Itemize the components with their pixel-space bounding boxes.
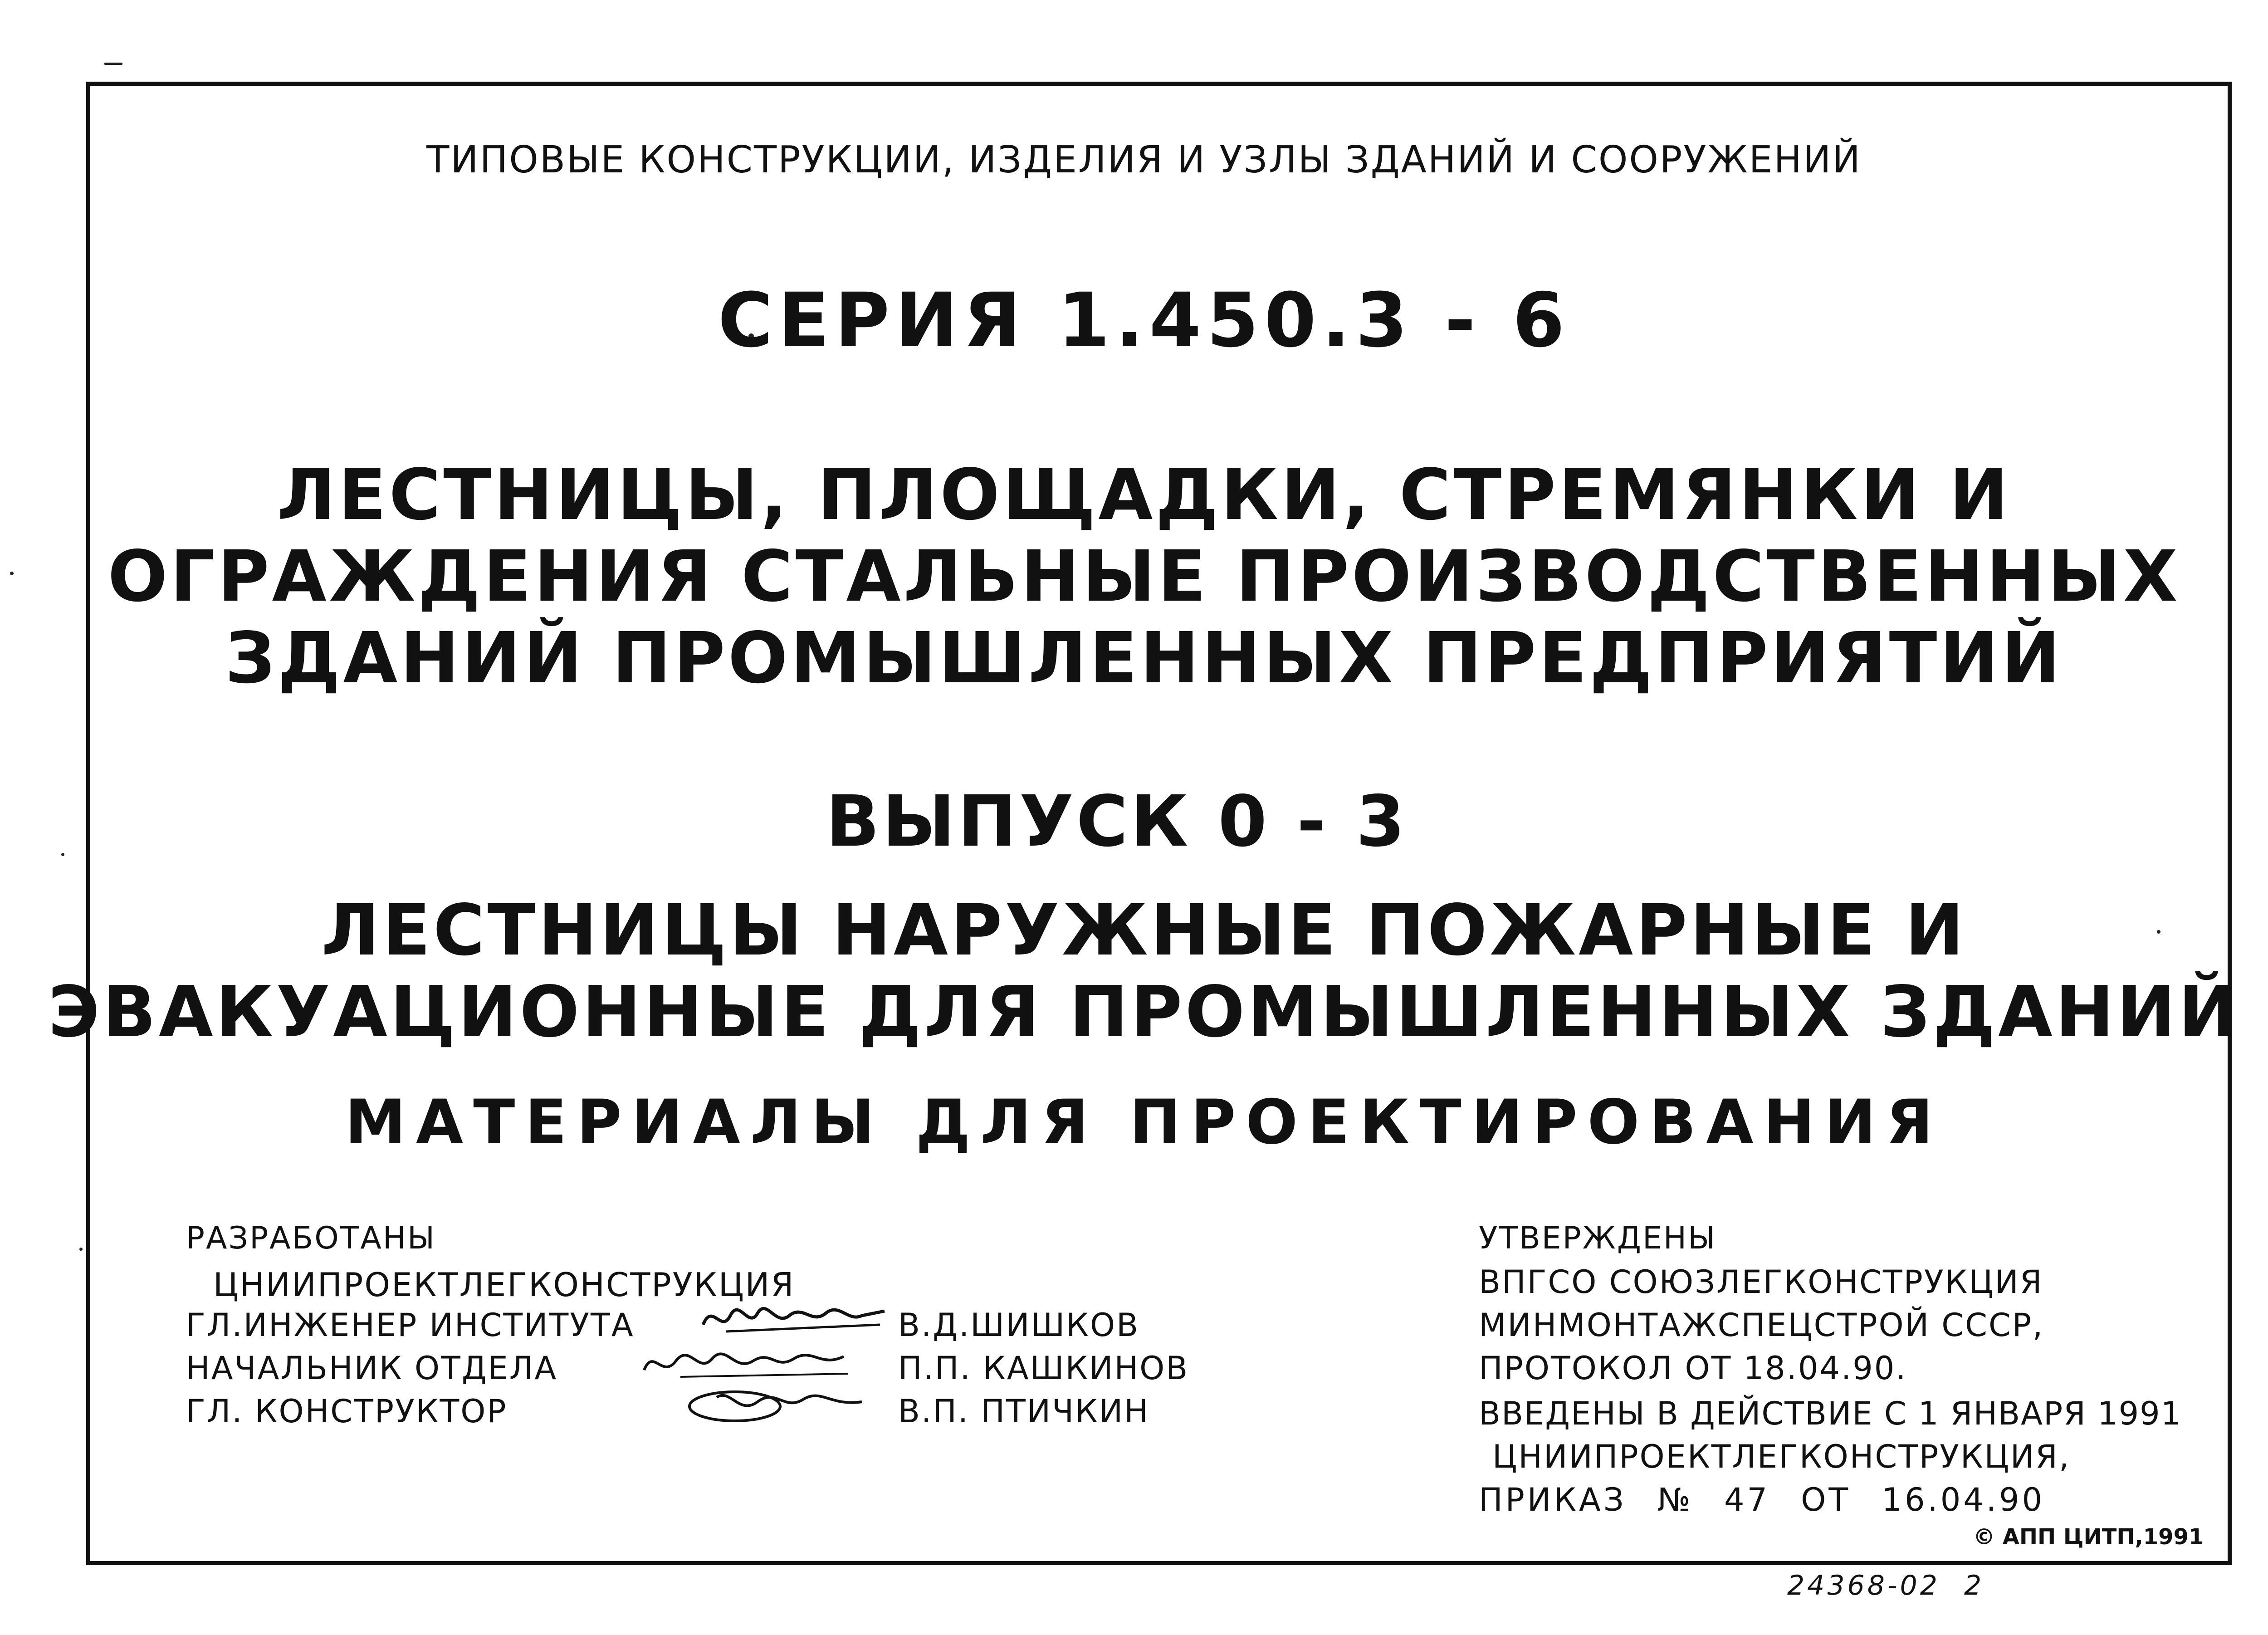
category-heading: ТИПОВЫЕ КОНСТРУКЦИИ, ИЗДЕЛИЯ И УЗЛЫ ЗДАНИЙ И СООРУЖЕНИЙ xyxy=(426,138,1862,181)
signature-ptichkin xyxy=(680,1379,871,1429)
approved-line-6: ПРИКАЗ № 47 ОТ 16.04.90 xyxy=(1479,1481,2045,1518)
approved-heading: УТВЕРЖДЕНЫ xyxy=(1479,1220,1717,1256)
approved-line-3: ПРОТОКОЛ ОТ 18.04.90. xyxy=(1479,1350,1907,1387)
document-subtitle: МАТЕРИАЛЫ ДЛЯ ПРОЕКТИРОВАНИЯ xyxy=(345,1087,1943,1158)
name-chief-designer: В.П. ПТИЧКИН xyxy=(898,1393,1149,1430)
issue-label: ВЫПУСК 0 - 3 xyxy=(826,780,1408,862)
issue-title-line-1: ЛЕСТНИЦЫ НАРУЖНЫЕ ПОЖАРНЫЕ И xyxy=(321,889,1967,971)
main-title-line-3: ЗДАНИЙ ПРОМЫШЛЕННЫХ ПРЕДПРИЯТИЙ xyxy=(225,617,2063,699)
copyright-notice: © АПП ЦИТП,1991 xyxy=(1973,1524,2204,1550)
approved-line-4: ВВЕДЕНЫ В ДЕЙСТВИЕ С 1 ЯНВАРЯ 1991 xyxy=(1479,1395,2182,1432)
sheet-number: 2 xyxy=(1964,1570,1982,1601)
issue-title-line-2: ЭВАКУАЦИОННЫЕ ДЛЯ ПРОМЫШЛЕННЫХ ЗДАНИЙ xyxy=(48,971,2240,1053)
approved-line-1: ВПГСО СОЮЗЛЕГКОНСТРУКЦИЯ xyxy=(1479,1263,2043,1301)
approved-line-2: МИНМОНТАЖСПЕЦСТРОЙ СССР, xyxy=(1479,1307,2044,1344)
name-department-head: П.П. КАШКИНОВ xyxy=(898,1350,1189,1387)
approved-line-5: ЦНИИПРОЕКТЛЕГКОНСТРУКЦИЯ, xyxy=(1492,1438,2071,1475)
scan-speck xyxy=(79,1248,83,1251)
bottom-rule xyxy=(132,1562,2232,1565)
role-chief-engineer: ГЛ.ИНЖЕНЕР ИНСТИТУТА xyxy=(186,1307,635,1344)
main-title-line-2: ОГРАЖДЕНИЯ СТАЛЬНЫЕ ПРОИЗВОДСТВЕННЫХ xyxy=(108,535,2180,617)
developed-heading: РАЗРАБОТАНЫ xyxy=(186,1220,436,1256)
series-number: СЕРИЯ 1.450.3 - 6 xyxy=(718,277,1570,364)
main-title-line-1: ЛЕСТНИЦЫ, ПЛОЩАДКИ, СТРЕМЯНКИ И xyxy=(277,454,2011,536)
developed-organization: ЦНИИПРОЕКТЛЕГКОНСТРУКЦИЯ xyxy=(213,1266,795,1304)
name-chief-engineer: В.Д.ШИШКОВ xyxy=(898,1307,1140,1344)
scan-speck xyxy=(104,63,122,65)
sheet-code: 24368-02 xyxy=(1787,1570,1940,1601)
role-department-head: НАЧАЛЬНИК ОТДЕЛА xyxy=(186,1350,558,1387)
signature-kashkinov xyxy=(635,1338,853,1384)
role-chief-designer: ГЛ. КОНСТРУКТОР xyxy=(186,1393,508,1430)
signature-shishkov xyxy=(699,1297,889,1338)
